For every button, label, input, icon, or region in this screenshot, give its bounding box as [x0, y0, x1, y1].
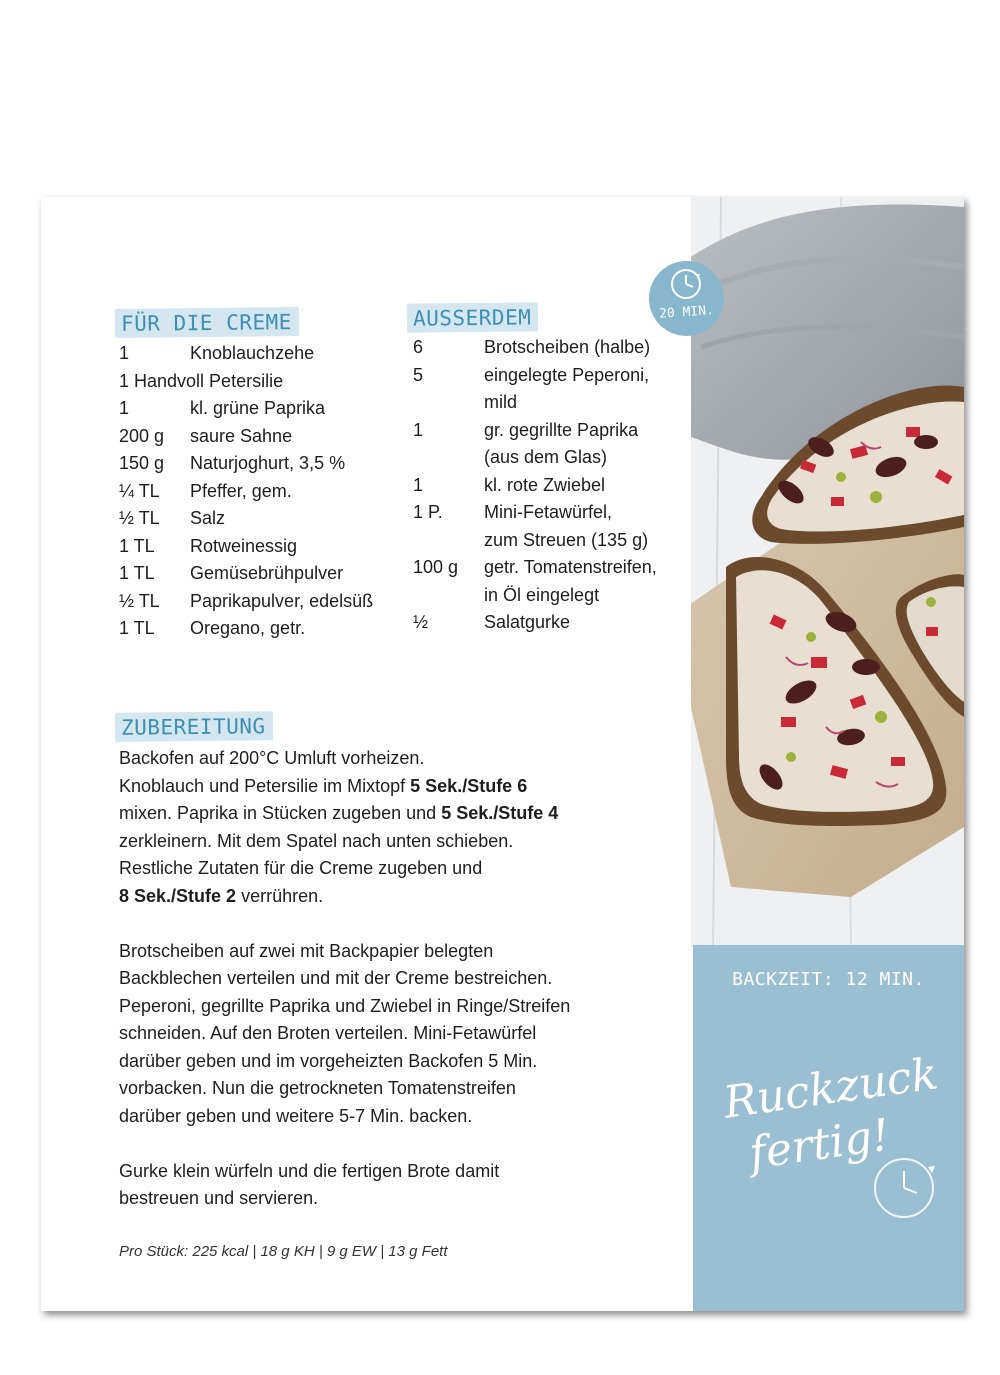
preparation-paragraph-3: Gurke klein würfeln und die fertigen Brote damit bestreuen und servieren.: [119, 1160, 500, 1208]
ingredient-quantity: ¼ TL: [119, 480, 160, 501]
slogan-line-2: fertig!: [746, 1109, 893, 1180]
preparation-text: [119, 745, 609, 1240]
ingredient-row: [119, 340, 389, 368]
ingredient-name: Oregano, getr.: [190, 618, 306, 638]
ingredient-row: [413, 527, 683, 555]
bake-time-panel: [693, 945, 964, 1311]
ingredient-row: [413, 334, 683, 362]
ingredient-row: [413, 362, 683, 390]
ausserdem-ingredient-list: [413, 334, 683, 637]
ingredient-quantity: 100 g: [413, 557, 459, 577]
ingredient-row: [413, 417, 683, 445]
ingredient-row: [413, 582, 683, 610]
ingredient-row: [119, 615, 389, 643]
ingredient-name: Salz: [190, 508, 226, 528]
clock-icon: [871, 1151, 941, 1221]
ingredient-row: [119, 533, 389, 561]
ingredient-quantity: 1: [413, 419, 424, 440]
ingredient-quantity: 1 TL: [119, 535, 155, 556]
ingredient-name: saure Sahne: [190, 425, 293, 446]
ingredient-row: [119, 478, 389, 506]
ingredient-quantity: 5: [413, 364, 424, 385]
ingredient-row: [119, 423, 389, 451]
ingredient-name: zum Streuen (135 g): [484, 529, 649, 550]
ingredient-row: [119, 450, 389, 478]
ingredient-quantity: ½: [413, 612, 429, 632]
preparation-paragraph-1: Backofen auf 200°C Umluft vorheizen. Knoblauch und Petersilie im Mixtopf 5 Sek./Stufe 6 mixen. Paprika in Stücken zugeben und 5 Sek./Stufe 4 zerkleinern. Mit dem Spatel nach unten schieben. Restliche Zutaten für die Creme zugeben und 8 Sek./Stufe 2 verrühren.: [119, 748, 559, 906]
ingredient-quantity: 1: [413, 474, 424, 495]
ingredient-row: [413, 389, 683, 417]
time-badge: [649, 261, 724, 336]
preparation-paragraph-2: Brotscheiben auf zwei mit Backpapier belegten Backblechen verteilen und mit der Creme bestreichen. Peperoni, gegrillte Paprika und Zwiebel in Ringe/Streifen schneiden. Auf den Broten verteilen. Mini-Fetawürfel darüber geben und im vorgeheizten Backofen 5 Min. vorbacken. Nun die getrockneten Tomatenstreifen darüber geben und weitere 5-7 Min. backen.: [119, 940, 571, 1126]
ingredient-quantity: ½ TL: [119, 590, 160, 611]
ingredient-name: Naturjoghurt, 3,5 %: [190, 453, 346, 473]
ingredient-row: [413, 609, 683, 637]
ingredient-name: kl. grüne Paprika: [190, 398, 326, 418]
ingredient-row: [119, 395, 389, 423]
heading-fuer-die-creme: FÜR DIE CREME: [115, 307, 299, 338]
ingredient-name: eingelegte Peperoni,: [484, 364, 650, 385]
ingredient-name: Salatgurke: [484, 612, 571, 632]
ingredient-quantity: 1 TL: [119, 618, 155, 638]
ingredient-quantity: ½ TL: [119, 508, 160, 528]
ingredient-quantity: 1: [119, 343, 130, 363]
heading-ausserdem: AUSSERDEM: [407, 302, 539, 332]
ingredient-row: [413, 499, 683, 527]
badge-time-text: 20 MIN.: [658, 303, 715, 322]
ingredient-name: Pfeffer, gem.: [190, 480, 292, 501]
ingredient-row: [119, 505, 389, 533]
backzeit-label: BACKZEIT: 12 MIN.: [732, 969, 925, 990]
food-photo: [691, 197, 964, 947]
slogan-line-1: Ruckzuck: [720, 1048, 942, 1129]
ingredient-quantity: 150 g: [119, 453, 165, 473]
recipe-page: [41, 197, 964, 1311]
ingredient-row: [119, 560, 389, 588]
ingredient-name: (aus dem Glas): [484, 447, 608, 467]
ingredient-name: Mini-Fetawürfel,: [484, 502, 613, 522]
ingredient-quantity: 1 P.: [413, 502, 443, 522]
ingredient-name: kl. rote Zwiebel: [484, 474, 606, 495]
ingredient-row: [119, 588, 389, 616]
ingredient-row: [119, 368, 389, 396]
ingredient-name: Rotweinessig: [190, 535, 298, 556]
ingredient-row: [413, 444, 683, 472]
ingredient-quantity: 6: [413, 337, 424, 357]
flammkuchen-bread-image: [691, 197, 964, 947]
ingredient-row: [413, 554, 683, 582]
ingredient-name: in Öl eingelegt: [484, 584, 600, 605]
ingredient-quantity: 200 g: [119, 425, 165, 446]
heading-zubereitung: ZUBEREITUNG: [115, 711, 273, 742]
ingredient-quantity: 1 TL: [119, 563, 155, 583]
ingredient-name: gr. gegrillte Paprika: [484, 419, 639, 440]
ingredient-row: [413, 472, 683, 500]
ingredient-quantity: 1: [119, 398, 130, 418]
ingredient-name: Knoblauchzehe: [190, 343, 315, 363]
ingredient-text: 1 Handvoll Petersilie: [119, 370, 284, 391]
creme-ingredient-list: [119, 340, 389, 643]
ingredient-name: Gemüsebrühpulver: [190, 563, 344, 583]
ingredient-name: getr. Tomatenstreifen,: [484, 557, 657, 577]
nutrition-info: Pro Stück: 225 kcal | 18 g KH | 9 g EW | 13 g Fett: [119, 1243, 448, 1260]
ingredient-name: Paprikapulver, edelsüß: [190, 590, 374, 611]
ingredient-name: Brotscheiben (halbe): [484, 337, 651, 357]
ingredient-name: mild: [484, 392, 518, 412]
clock-icon: [649, 261, 724, 336]
